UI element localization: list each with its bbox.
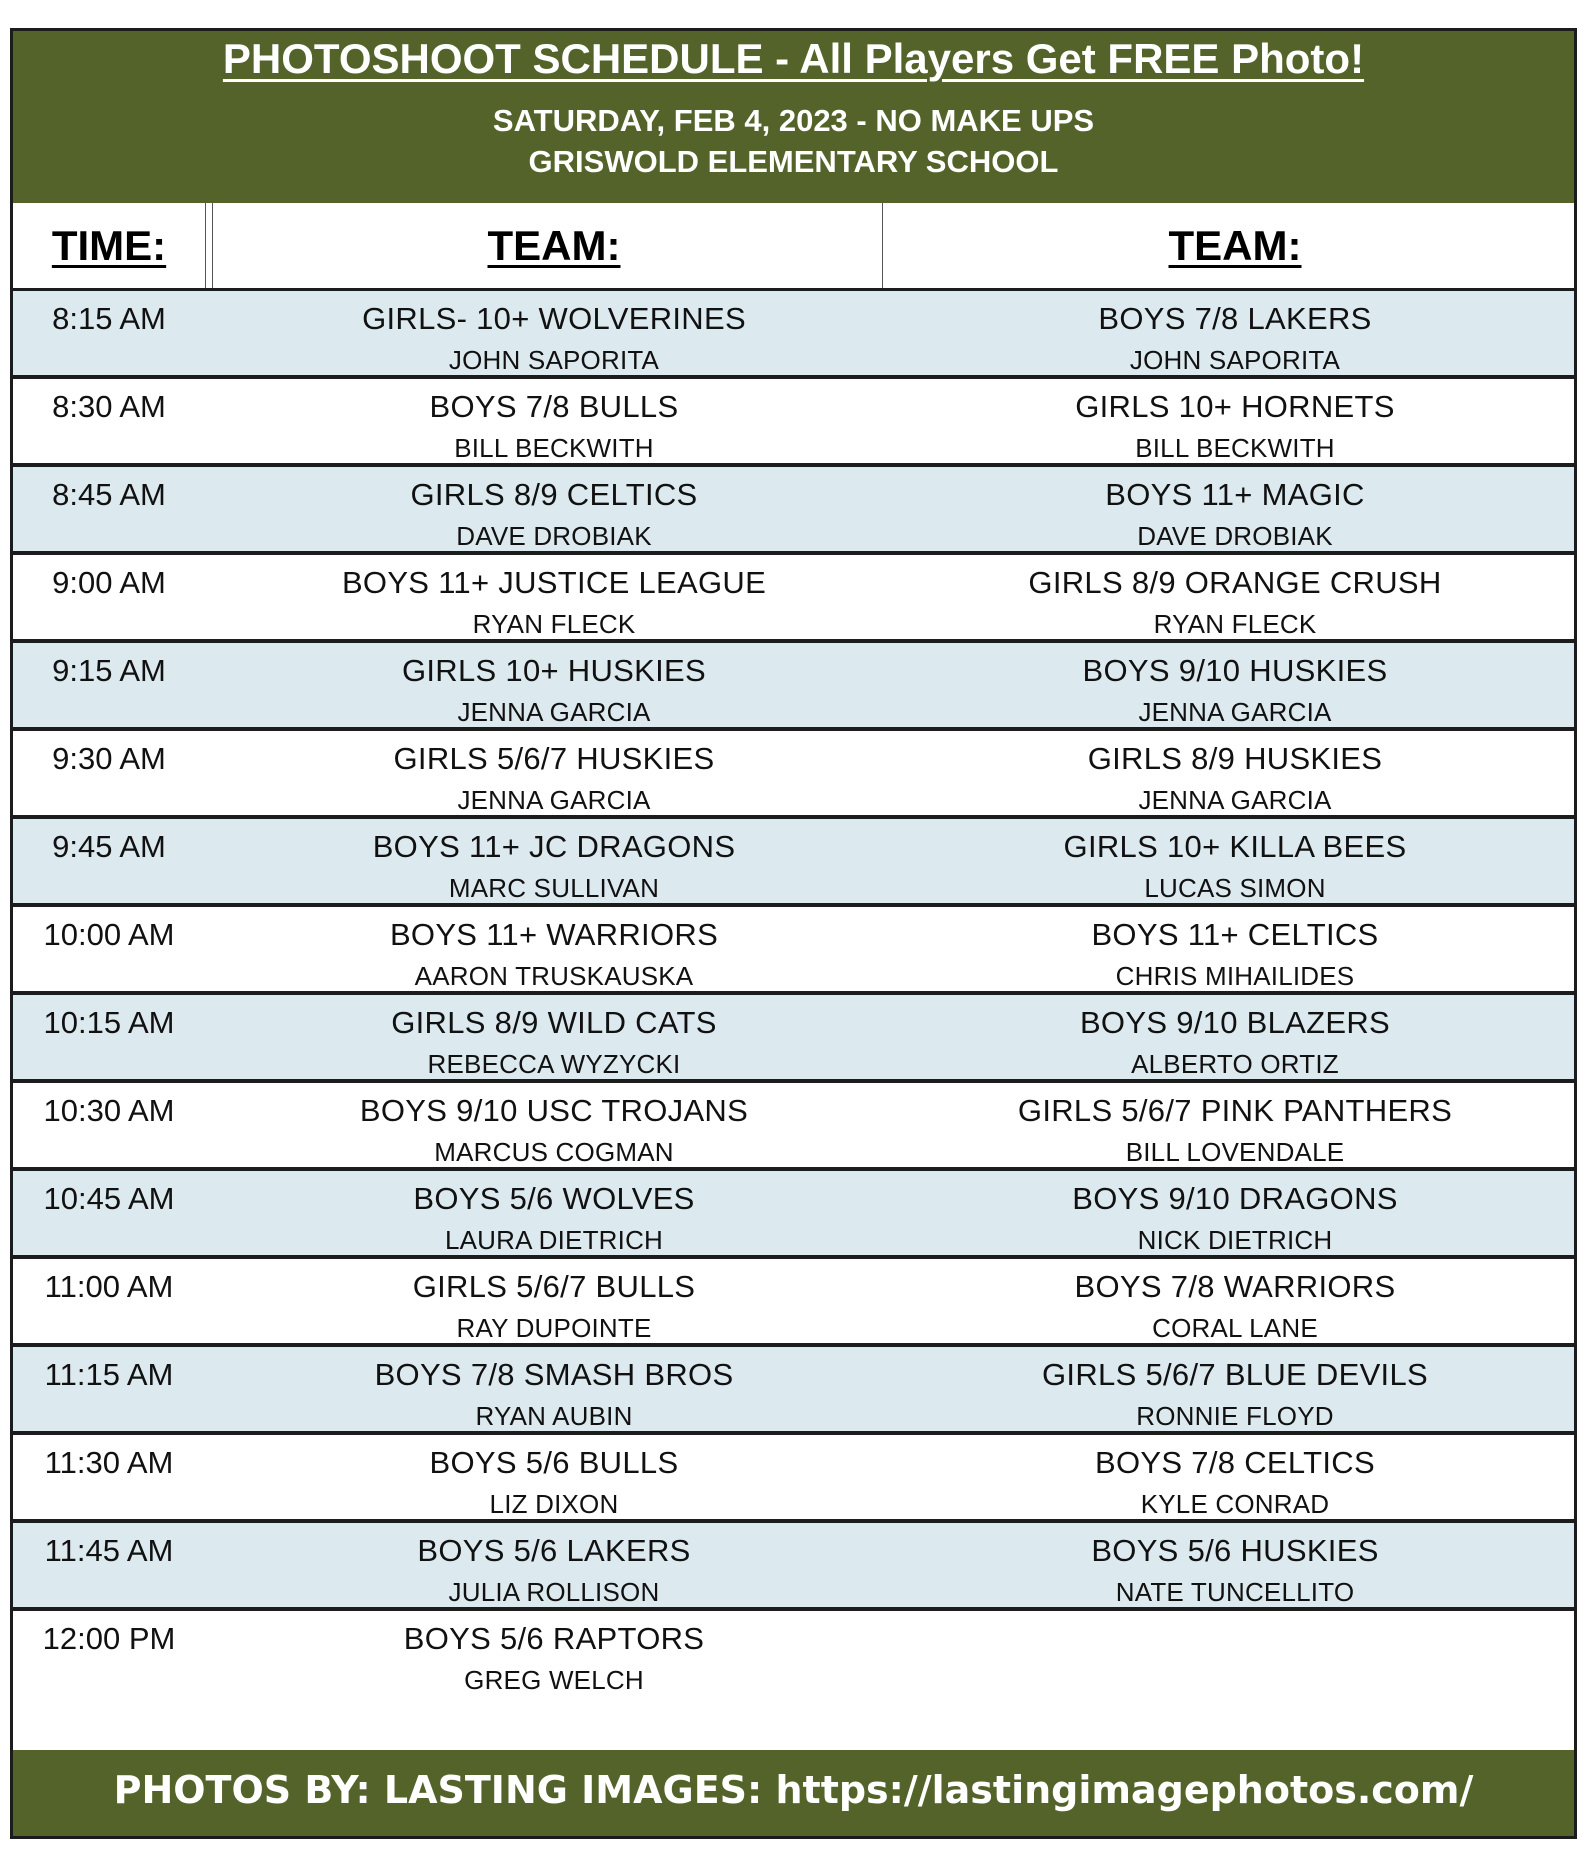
column-divider: [882, 203, 883, 288]
team-name: BOYS 7/8 BULLS: [429, 389, 679, 424]
team-cell-1: [215, 1171, 893, 1255]
table-row: [13, 1347, 1574, 1435]
time-slot: 11:00 AM: [44, 1269, 174, 1304]
team-cell-2: [893, 555, 1577, 639]
event-location: GRISWOLD ELEMENTARY SCHOOL: [528, 144, 1059, 179]
team-name: BOYS 7/8 WARRIORS: [1074, 1269, 1396, 1304]
team-name: GIRLS- 10+ WOLVERINES: [362, 301, 746, 336]
table-row: [13, 1259, 1574, 1347]
team-name: BOYS 11+ JC DRAGONS: [372, 829, 736, 864]
column-header-team-2: TEAM:: [1168, 222, 1302, 269]
coach-name: JOHN SAPORITA: [448, 345, 660, 375]
time-slot: 9:45 AM: [52, 829, 166, 864]
team-cell-1: [215, 291, 893, 375]
time-slot: 10:00 AM: [43, 917, 175, 952]
team-name: BOYS 11+ WARRIORS: [389, 917, 719, 952]
coach-name: MARC SULLIVAN: [448, 873, 660, 903]
table-row: [13, 1171, 1574, 1259]
time-slot: 9:00 AM: [52, 565, 166, 600]
team-cell-1: [215, 731, 893, 815]
event-date: SATURDAY, FEB 4, 2023 - NO MAKE UPS: [492, 103, 1095, 138]
coach-name: JENNA GARCIA: [457, 785, 651, 815]
table-row: [13, 379, 1574, 467]
coach-name: RYAN FLECK: [472, 609, 636, 639]
team-cell-2: [893, 731, 1577, 815]
team-name: BOYS 5/6 HUSKIES: [1091, 1533, 1379, 1568]
team-name: BOYS 5/6 RAPTORS: [403, 1621, 705, 1656]
team-cell-1: [215, 555, 893, 639]
team-name: BOYS 7/8 SMASH BROS: [374, 1357, 734, 1392]
table-row: [13, 731, 1574, 819]
coach-name: RYAN AUBIN: [475, 1401, 633, 1431]
team-cell-1: [215, 819, 893, 903]
table-row: [13, 555, 1574, 643]
coach-name: DAVE DROBIAK: [1137, 521, 1333, 551]
coach-name: JOHN SAPORITA: [1129, 345, 1341, 375]
team-name: GIRLS 10+ KILLA BEES: [1063, 829, 1407, 864]
team-name: BOYS 11+ CELTICS: [1091, 917, 1379, 952]
time-slot: 8:30 AM: [52, 389, 166, 424]
team-cell-2: [893, 1611, 1577, 1695]
table-row: [13, 907, 1574, 995]
coach-name: JENNA GARCIA: [1138, 697, 1332, 727]
time-slot: 11:45 AM: [44, 1533, 174, 1568]
time-slot: 11:30 AM: [44, 1445, 174, 1480]
team-name: BOYS 5/6 WOLVES: [413, 1181, 695, 1216]
coach-name: BILL BECKWITH: [1135, 433, 1335, 463]
team-cell-1: [215, 379, 893, 463]
team-name: BOYS 9/10 BLAZERS: [1079, 1005, 1391, 1040]
table-row: [13, 1611, 1574, 1701]
table-row: [13, 995, 1574, 1083]
table-row: [13, 1083, 1574, 1171]
team-cell-2: [893, 467, 1577, 551]
team-name: GIRLS 5/6/7 BLUE DEVILS: [1042, 1357, 1428, 1392]
column-divider: [205, 203, 206, 288]
schedule-header: [13, 31, 1574, 203]
team-name: GIRLS 10+ HORNETS: [1075, 389, 1395, 424]
team-name: BOYS 9/10 HUSKIES: [1082, 653, 1388, 688]
team-name: BOYS 9/10 DRAGONS: [1072, 1181, 1398, 1216]
column-header-team-1: TEAM:: [487, 222, 621, 269]
coach-name: RAY DUPOINTE: [456, 1313, 652, 1343]
team-cell-2: [893, 819, 1577, 903]
coach-name: NICK DIETRICH: [1137, 1225, 1333, 1255]
team-cell-2: [893, 907, 1577, 991]
coach-name: CHRIS MIHAILIDES: [1115, 961, 1355, 991]
team-cell-2: [893, 291, 1577, 375]
team-name: BOYS 11+ JUSTICE LEAGUE: [341, 565, 767, 600]
time-slot: 8:45 AM: [52, 477, 166, 512]
team-cell-2: [893, 1171, 1577, 1255]
team-cell-1: [215, 1523, 893, 1607]
team-cell-2: [893, 1523, 1577, 1607]
time-slot: 8:15 AM: [52, 301, 166, 336]
team-cell-1: [215, 1435, 893, 1519]
table-row: [13, 643, 1574, 731]
team-name: BOYS 5/6 LAKERS: [417, 1533, 691, 1568]
table-row: [13, 467, 1574, 555]
team-name: BOYS 5/6 BULLS: [429, 1445, 679, 1480]
coach-name: KYLE CONRAD: [1140, 1489, 1330, 1519]
time-slot: 9:30 AM: [52, 741, 166, 776]
page-title: PHOTOSHOOT SCHEDULE - All Players Get FREE Photo!: [222, 35, 1365, 82]
team-cell-2: [893, 995, 1577, 1079]
coach-name: JULIA ROLLISON: [448, 1577, 660, 1607]
team-name: BOYS 11+ MAGIC: [1105, 477, 1365, 512]
coach-name: JENNA GARCIA: [457, 697, 651, 727]
team-cell-2: [893, 1347, 1577, 1431]
coach-name: GREG WELCH: [464, 1665, 644, 1695]
team-cell-2: [893, 643, 1577, 727]
team-cell-1: [215, 1083, 893, 1167]
time-slot: 10:45 AM: [43, 1181, 175, 1216]
team-name: GIRLS 5/6/7 BULLS: [412, 1269, 696, 1304]
coach-name: JENNA GARCIA: [1138, 785, 1332, 815]
coach-name: NATE TUNCELLITO: [1115, 1577, 1355, 1607]
team-cell-2: [893, 1083, 1577, 1167]
team-cell-1: [215, 467, 893, 551]
column-headers: [13, 203, 1574, 291]
coach-name: CORAL LANE: [1152, 1313, 1318, 1343]
team-cell-2: [893, 1435, 1577, 1519]
team-cell-1: [215, 1259, 893, 1343]
team-name: GIRLS 10+ HUSKIES: [401, 653, 707, 688]
table-row: [13, 1523, 1574, 1611]
team-name: GIRLS 8/9 WILD CATS: [391, 1005, 717, 1040]
table-row: [13, 291, 1574, 379]
coach-name: LAURA DIETRICH: [444, 1225, 664, 1255]
coach-name: LIZ DIXON: [489, 1489, 619, 1519]
table-row: [13, 819, 1574, 907]
time-slot: 10:30 AM: [43, 1093, 175, 1128]
team-cell-2: [893, 1259, 1577, 1343]
team-name: BOYS 7/8 LAKERS: [1098, 301, 1372, 336]
coach-name: MARCUS COGMAN: [434, 1137, 674, 1167]
team-cell-2: [893, 379, 1577, 463]
time-slot: 11:15 AM: [44, 1357, 174, 1392]
team-cell-1: [215, 643, 893, 727]
coach-name: ALBERTO ORTIZ: [1131, 1049, 1339, 1079]
footer-credit: PHOTOS BY: LASTING IMAGES: https://lastingimagephotos.com/: [13, 1750, 1574, 1836]
team-name: GIRLS 8/9 ORANGE CRUSH: [1028, 565, 1442, 600]
coach-name: REBECCA WYZYCKI: [427, 1049, 681, 1079]
time-slot: 10:15 AM: [43, 1005, 175, 1040]
table-row: [13, 1435, 1574, 1523]
team-name: GIRLS 8/9 CELTICS: [410, 477, 698, 512]
time-slot: 12:00 PM: [42, 1621, 176, 1656]
time-slot: 9:15 AM: [52, 653, 166, 688]
team-name: BOYS 7/8 CELTICS: [1095, 1445, 1375, 1480]
team-cell-1: [215, 907, 893, 991]
team-cell-1: [215, 1347, 893, 1431]
team-name: GIRLS 5/6/7 HUSKIES: [393, 741, 715, 776]
team-cell-1: [215, 995, 893, 1079]
coach-name: RONNIE FLOYD: [1136, 1401, 1334, 1431]
column-divider: [212, 203, 213, 288]
team-cell-1: [215, 1611, 893, 1695]
coach-name: AARON TRUSKAUSKA: [414, 961, 694, 991]
team-name: GIRLS 5/6/7 PINK PANTHERS: [1017, 1093, 1453, 1128]
team-name: BOYS 9/10 USC TROJANS: [359, 1093, 749, 1128]
schedule-rows: [13, 291, 1574, 1701]
coach-name: DAVE DROBIAK: [456, 521, 652, 551]
schedule-sheet: [10, 28, 1577, 1839]
coach-name: RYAN FLECK: [1153, 609, 1317, 639]
coach-name: BILL BECKWITH: [454, 433, 654, 463]
column-header-time: TIME:: [51, 222, 167, 269]
coach-name: LUCAS SIMON: [1144, 873, 1326, 903]
team-name: GIRLS 8/9 HUSKIES: [1087, 741, 1383, 776]
coach-name: BILL LOVENDALE: [1125, 1137, 1345, 1167]
